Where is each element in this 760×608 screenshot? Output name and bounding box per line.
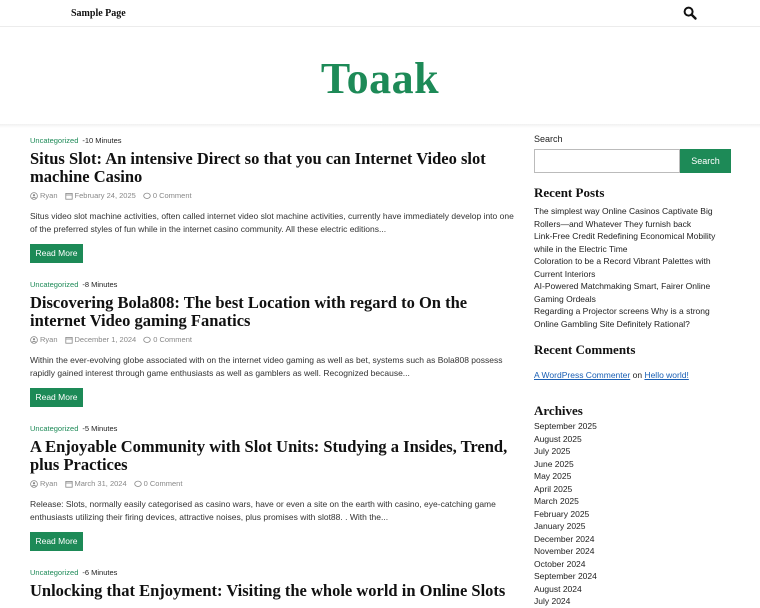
menu-item-sample-page[interactable]: Sample Page bbox=[71, 8, 126, 19]
post-meta bbox=[30, 424, 522, 434]
archive-link[interactable]: January 2025 bbox=[534, 521, 586, 531]
post-card bbox=[30, 568, 522, 600]
archive-link[interactable]: September 2024 bbox=[534, 571, 597, 581]
read-time: -10 Minutes bbox=[82, 136, 122, 145]
sidebar bbox=[534, 134, 731, 608]
recent-comments-title: Recent Comments bbox=[534, 342, 636, 357]
user-icon bbox=[30, 480, 38, 488]
post-title[interactable]: Discovering Bola808: The best Location with regard to On the internet Video gaming Fanatics bbox=[30, 293, 468, 330]
category-link[interactable]: Uncategorized bbox=[30, 424, 79, 433]
read-more-button[interactable]: Read More bbox=[30, 388, 83, 407]
comments-link[interactable]: 0 Comment bbox=[152, 191, 192, 200]
archive-link[interactable]: June 2025 bbox=[534, 458, 574, 469]
read-more-button[interactable]: Read More bbox=[30, 532, 83, 551]
post-card bbox=[30, 280, 522, 407]
recent-post-link[interactable]: AI-Powered Matchmaking Smart, Fairer Online Gaming Ordeals bbox=[534, 281, 711, 304]
post-byline bbox=[30, 479, 522, 489]
read-more-button[interactable]: Read More bbox=[30, 244, 83, 263]
site-title[interactable]: Toaak bbox=[320, 54, 440, 103]
user-icon bbox=[30, 336, 38, 344]
calendar-icon bbox=[65, 192, 73, 200]
comments-link[interactable]: 0 Comment bbox=[153, 335, 192, 344]
read-time: -5 Minutes bbox=[82, 424, 118, 433]
read-time: -8 Minutes bbox=[82, 280, 118, 289]
recent-post-link[interactable]: Regarding a Projector screens Why is a strong Online Gambling Site Definitely Rational? bbox=[534, 306, 710, 329]
search-icon[interactable] bbox=[683, 6, 697, 20]
search-submit-button[interactable]: Search bbox=[680, 149, 731, 173]
archive-link[interactable]: February 2025 bbox=[534, 508, 590, 519]
archives-list bbox=[534, 420, 731, 608]
post-title[interactable]: A Enjoyable Community with Slot Units: Studying a Insides, Trend, plus Practices bbox=[30, 437, 508, 474]
category-link[interactable]: Uncategorized bbox=[30, 136, 79, 145]
comment-author-link[interactable]: A WordPress Commenter bbox=[534, 370, 631, 380]
archive-link[interactable]: April 2025 bbox=[534, 483, 573, 494]
author-link[interactable]: Ryan bbox=[40, 191, 58, 200]
search-form bbox=[534, 149, 731, 173]
archive-link[interactable]: December 2024 bbox=[534, 533, 595, 544]
recent-post-link[interactable]: Link-Free Credit Redefining Economical Mobility while in the Electric Time bbox=[534, 231, 716, 254]
comment-icon bbox=[134, 480, 142, 488]
read-time: -6 Minutes bbox=[82, 568, 118, 577]
category-link[interactable]: Uncategorized bbox=[30, 280, 79, 289]
post-byline bbox=[30, 191, 522, 201]
comment-icon bbox=[143, 192, 151, 200]
calendar-icon bbox=[65, 480, 73, 488]
category-link[interactable]: Uncategorized bbox=[30, 568, 79, 577]
post-title[interactable]: Situs Slot: An intensive Direct so that you can Internet Video slot machine Casino bbox=[30, 149, 486, 186]
archives-title: Archives bbox=[534, 403, 583, 418]
author-link[interactable]: Ryan bbox=[40, 335, 58, 344]
post-meta bbox=[30, 280, 522, 290]
recent-comment bbox=[534, 369, 731, 381]
recent-post-link[interactable]: Coloration to be a Record Vibrant Palettes with Current Interiors bbox=[534, 256, 711, 279]
post-date[interactable]: February 24, 2025 bbox=[74, 191, 136, 200]
header-divider bbox=[0, 124, 760, 128]
archive-link[interactable]: May 2025 bbox=[534, 471, 572, 481]
archive-link[interactable]: September 2025 bbox=[534, 421, 597, 431]
comment-post-link[interactable]: Hello world! bbox=[644, 370, 689, 380]
site-branding bbox=[0, 27, 760, 124]
search-label: Search bbox=[534, 134, 563, 144]
archive-link[interactable]: November 2024 bbox=[534, 546, 595, 556]
comment-icon bbox=[143, 336, 151, 344]
post-title[interactable]: Unlocking that Enjoyment: Visiting the whole world in Online Slots bbox=[30, 581, 506, 600]
comment-on-text: on bbox=[632, 370, 643, 380]
archive-link[interactable]: August 2024 bbox=[534, 583, 582, 594]
comments-link[interactable]: 0 Comment bbox=[143, 479, 183, 488]
post-date[interactable]: March 31, 2024 bbox=[74, 479, 127, 488]
post-excerpt: Within the ever-evolving globe associated with on the internet video gaming as well as bet, systems such as Bola808 possess rapidly gained interest through game enthusiasts as well as gamblers as well. Recognized because... bbox=[30, 355, 503, 378]
post-excerpt: Situs video slot machine activities, often called internet video slot machine activities, currently have immediately develop into one of the preferred styles of fun while in the internet casino community. All these electric editions... bbox=[30, 211, 514, 234]
top-navigation bbox=[0, 0, 760, 27]
post-card bbox=[30, 136, 522, 263]
post-byline bbox=[30, 335, 522, 345]
post-excerpt: Release: Slots, normally easily categorised as casino wars, have or even a site on the earth with casino, eye-catching game enthusiasts utilizing their firing devices, attractive noises, plus promises with slot88. . With the... bbox=[30, 499, 496, 522]
author-link[interactable]: Ryan bbox=[40, 479, 58, 488]
archive-link[interactable]: October 2024 bbox=[534, 558, 586, 569]
archive-link[interactable]: July 2024 bbox=[534, 596, 571, 606]
post-date[interactable]: December 1, 2024 bbox=[74, 335, 137, 344]
archive-link[interactable]: July 2025 bbox=[534, 446, 571, 456]
archive-link[interactable]: March 2025 bbox=[534, 496, 579, 506]
post-meta bbox=[30, 136, 522, 146]
post-card bbox=[30, 424, 522, 551]
recent-posts-title: Recent Posts bbox=[534, 185, 605, 200]
calendar-icon bbox=[65, 336, 73, 344]
post-meta bbox=[30, 568, 522, 578]
recent-post-link[interactable]: The simplest way Online Casinos Captivate Big Rollers—and Whatever They furnish back bbox=[534, 206, 713, 229]
search-input[interactable] bbox=[534, 149, 680, 173]
archive-link[interactable]: August 2025 bbox=[534, 433, 582, 444]
recent-posts-list bbox=[534, 205, 731, 330]
user-icon bbox=[30, 192, 38, 200]
